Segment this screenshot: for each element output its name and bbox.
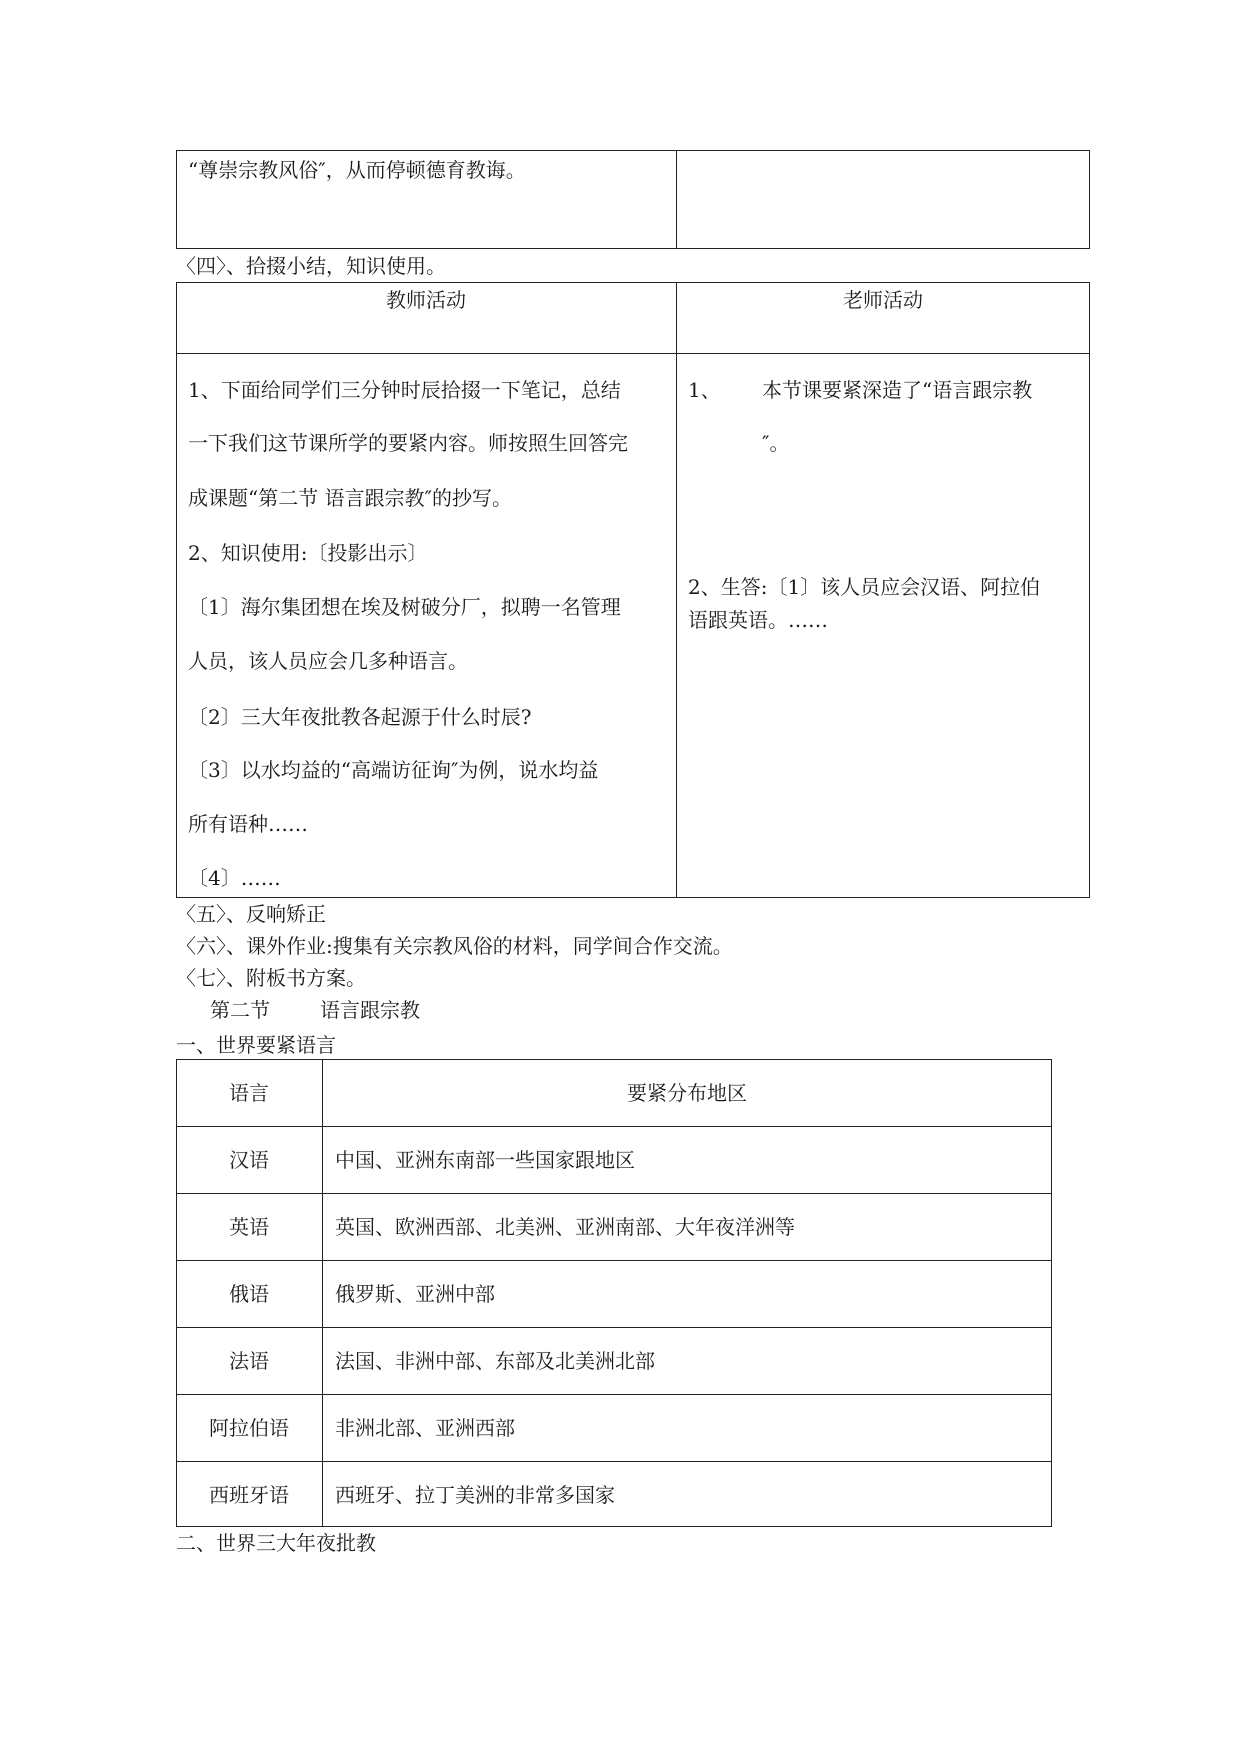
table-row-region: 法国、非洲中部、东部及北美洲北部 [335,1349,655,1373]
top-table-divider [676,150,677,249]
activity-table-hdivider [176,353,1090,354]
right-item2-line2: 语跟英语。…… [688,608,828,632]
left-line-10: 〔4〕…… [188,866,281,890]
header-language: 语言 [229,1081,269,1105]
row-divider [176,1394,1052,1395]
right-item1-cont: ″。 [762,431,790,455]
col-right-header: 老师活动 [843,288,923,312]
table-row-region: 中国、亚洲东南部一些国家跟地区 [335,1148,635,1172]
left-line-7: 〔2〕三大年夜批教各起源于什么时辰? [188,705,532,729]
left-line-1: 1、下面给同学们三分钟时辰拾掇一下笔记，总结 [188,378,621,402]
right-item1-text: 本节课要紧深造了“语言跟宗教 [762,378,1033,402]
right-item2-line1: 2、生答:〔1〕该人员应会汉语、阿拉伯 [688,575,1041,599]
table-row-region: 俄罗斯、亚洲中部 [335,1282,495,1306]
table-row-lang: 西班牙语 [209,1483,289,1507]
table-row-region: 西班牙、拉丁美洲的非常多国家 [335,1483,615,1507]
table-row-lang: 法语 [229,1349,269,1373]
table-row-lang: 俄语 [229,1282,269,1306]
table-row-lang: 阿拉伯语 [209,1416,289,1440]
left-line-6: 人员，该人员应会几多种语言。 [188,649,468,673]
section6-heading: 〈六〉、课外作业:搜集有关宗教风俗的材料，同学间合作交流。 [176,934,733,958]
part1-heading: 一、世界要紧语言 [176,1033,336,1057]
left-line-2: 一下我们这节课所学的要紧内容。师按照生回答完 [188,431,628,455]
table-row-lang: 汉语 [229,1148,269,1172]
table-row-lang: 英语 [229,1215,269,1239]
left-line-5: 〔1〕海尔集团想在埃及树破分厂，拟聘一名管理 [188,595,621,619]
col-left-header: 教师活动 [386,288,466,312]
left-line-4: 2、知识使用:〔投影出示〕 [188,541,428,565]
section5-heading: 〈五〉、反响矫正 [176,902,326,926]
right-item1-num: 1、 [688,378,721,402]
header-region: 要紧分布地区 [627,1081,747,1105]
table-row-region: 英国、欧洲西部、北美洲、亚洲南部、大年夜洋洲等 [335,1215,795,1239]
row-divider [176,1327,1052,1328]
table-row-region: 非洲北部、亚洲西部 [335,1416,515,1440]
top-table-left-text: “尊崇宗教风俗″，从而停顿德育教诲。 [188,158,526,182]
left-line-8: 〔3〕以水均益的“高端访征询″为例，说水均益 [188,758,599,782]
language-table-vdivider [322,1059,323,1527]
section4-heading: 〈四〉、拾掇小结，知识使用。 [176,254,446,278]
row-divider [176,1260,1052,1261]
row-divider [176,1461,1052,1462]
board-title-section: 第二节 [210,998,270,1022]
row-divider [176,1193,1052,1194]
board-title-topic: 语言跟宗教 [320,998,420,1022]
section7-heading: 〈七〉、附板书方案。 [176,966,366,990]
part2-heading: 二、世界三大年夜批教 [176,1531,376,1555]
activity-table-vdivider [676,282,677,898]
left-line-3: 成课题“第二节 语言跟宗教″的抄写。 [188,486,513,510]
row-divider [176,1126,1052,1127]
left-line-9: 所有语种…… [188,812,308,836]
